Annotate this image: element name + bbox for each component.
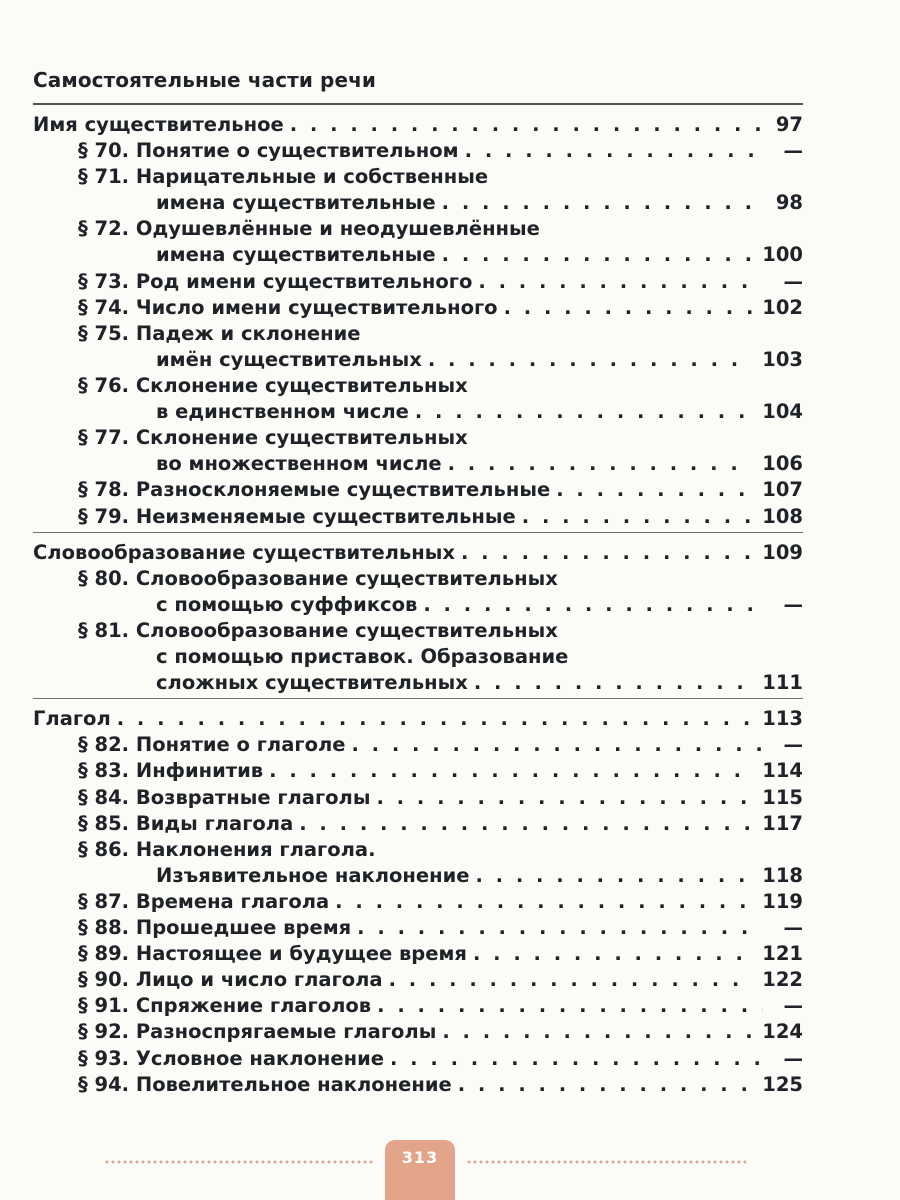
dot-leader [290,112,763,138]
entry-title-line: § 93. Условное наклонение [78,1046,384,1070]
toc-section-entry[interactable] [0,477,900,503]
dot-leader [473,941,752,967]
entry-title-line: имён существительных [156,347,422,371]
toc-section-entry[interactable] [0,269,900,295]
entry-title-line: сложных существительных [156,671,468,695]
toc-section-entry[interactable] [0,1072,900,1098]
dot-leader [357,915,763,941]
section-heading: Самостоятельные части речи [33,68,377,92]
page-reference: 104 [762,400,803,424]
dot-leader [351,732,763,758]
dot-leader [448,451,753,477]
entry-title-line: в единственном числе [156,400,409,424]
dot-leader [442,242,753,268]
page-reference: 122 [762,968,803,992]
toc-section-entry[interactable] [0,732,900,758]
entry-title-line: § 79. Неизменяемые существительные [78,504,516,528]
toc-group-entry[interactable] [0,112,900,138]
entry-title-line: § 84. Возвратные глаголы [78,785,371,809]
toc-section-entry[interactable] [0,164,900,216]
entry-title-line: § 83. Инфинитив [78,759,264,783]
entry-title-line: имена существительные [156,243,436,267]
dot-leader [376,785,752,811]
dot-leader [465,138,763,164]
dot-leader [428,347,752,373]
page-reference: 115 [762,785,803,809]
toc-section-entry[interactable] [0,321,900,373]
page-reference: 97 [775,113,803,136]
page-reference: 118 [762,863,803,887]
dot-leader [458,1072,753,1098]
toc-section-entry[interactable] [0,785,900,811]
dot-leader [522,504,753,530]
page-reference: 113 [762,707,803,731]
entry-title-line: § 72. Одушевлённые и неодушевлённые [78,217,540,241]
dot-leader [478,269,763,295]
entry-title-line: § 81. Словообразование существительных [78,618,558,642]
dot-leader [461,540,752,566]
entry-title-line: § 76. Склонение существительных [78,374,468,397]
page-reference: — [783,916,803,939]
page-reference: 103 [762,347,803,371]
page-reference: 124 [762,1020,803,1044]
toc-section-entry[interactable] [0,967,900,993]
dot-leader [423,592,763,618]
page-reference: 125 [762,1072,803,1096]
toc-group-entry[interactable] [0,706,900,732]
page-reference: 109 [762,540,803,564]
entry-title-line: § 86. Наклонения глагола. [78,837,376,861]
toc-section-entry[interactable] [0,811,900,837]
entry-title-line: § 78. Разносклоняемые существительные [78,478,551,502]
entry-title-line: § 82. Понятие о глаголе [78,733,346,757]
dot-leader [390,1046,763,1072]
entry-title-line: § 77. Склонение существительных [78,426,468,450]
toc-section-entry[interactable] [0,1046,900,1072]
page-reference: 119 [762,889,803,913]
toc-section-entry[interactable] [0,138,900,164]
dot-leader [269,758,752,784]
entry-title-line: во множественном числе [156,452,442,476]
group-separator [33,532,803,533]
entry-title-line: § 88. Прошедшее время [78,916,352,939]
page-reference: — [783,139,803,163]
page-reference: — [783,1046,803,1070]
entry-title-line: § 89. Настоящее и будущее время [78,942,467,966]
toc-section-entry[interactable] [0,618,900,696]
entry-title-line: § 70. Понятие о существительном [78,139,459,163]
entry-title-line: § 85. Виды глагола [78,811,294,835]
entry-title-line: Изъявительное наклонение [156,863,470,887]
entry-title-line: § 80. Словообразование существительных [78,566,558,590]
page-reference: — [783,994,803,1018]
group-separator [33,698,803,699]
dot-leader [299,811,752,837]
toc-section-entry[interactable] [0,295,900,321]
entry-title-line: § 75. Падеж и склонение [78,321,361,345]
page-reference: 114 [762,759,803,783]
toc-section-entry[interactable] [0,941,900,967]
toc-section-entry[interactable] [0,889,900,915]
page-reference: 117 [762,811,803,835]
entry-title-line: имена существительные [156,191,436,215]
dot-leader [442,190,763,216]
toc-section-entry[interactable] [0,758,900,784]
toc-section-entry[interactable] [0,915,900,941]
toc-section-entry[interactable] [0,504,900,530]
page-reference: — [783,592,803,616]
entry-title-line: Глагол [33,707,111,731]
page-reference: — [783,269,803,293]
dot-leader [474,670,752,696]
entry-title-line: с помощью суффиксов [156,592,418,616]
toc-section-entry[interactable] [0,566,900,618]
toc-section-entry[interactable] [0,373,900,425]
entry-title-line: § 91. Спряжение глаголов [78,994,372,1018]
entry-title-line: § 94. Повелительное наклонение [78,1072,452,1096]
entry-title-line: § 87. Времена глагола [78,889,330,913]
toc-group-entry[interactable] [0,540,900,566]
entry-title-line: § 92. Разноспрягаемые глаголы [78,1020,437,1044]
page-number-badge: 313 [385,1140,455,1200]
entry-title-line: § 90. Лицо и число глагола [78,968,383,992]
dot-leader [442,1019,752,1045]
page-reference: 121 [762,942,803,966]
entry-title-line: § 73. Род имени существительного [78,269,473,293]
entry-title-line: § 74. Число имени существительного [78,295,498,319]
dot-leader [389,967,753,993]
page-reference: 100 [762,243,803,267]
page-reference: 107 [762,478,803,502]
page-reference: 102 [762,295,803,319]
footer-dots-left [104,1160,374,1164]
page-reference: — [783,733,803,757]
dot-leader [415,399,752,425]
toc-section-entry[interactable] [0,425,900,477]
entry-title-line: Имя существительное [33,113,284,136]
page-reference: 98 [775,191,803,215]
dot-leader [335,889,752,915]
toc-section-entry[interactable] [0,1019,900,1045]
footer-dots-right [466,1160,746,1164]
dot-leader [504,295,753,321]
dot-leader [556,477,752,503]
page-reference: 108 [762,504,803,528]
dot-leader [117,706,753,732]
entry-title-line: § 71. Нарицательные и собственные [78,165,489,189]
page-reference: 106 [762,452,803,476]
entry-title-line: Словообразование существительных [33,540,455,564]
toc-section-entry[interactable] [0,993,900,1019]
entry-title-line: с помощью приставок. Образование [156,644,569,668]
page-reference: 111 [762,671,803,695]
dot-leader [377,993,763,1019]
dot-leader [475,863,752,889]
toc-section-entry[interactable] [0,837,900,889]
toc-section-entry[interactable] [0,216,900,268]
